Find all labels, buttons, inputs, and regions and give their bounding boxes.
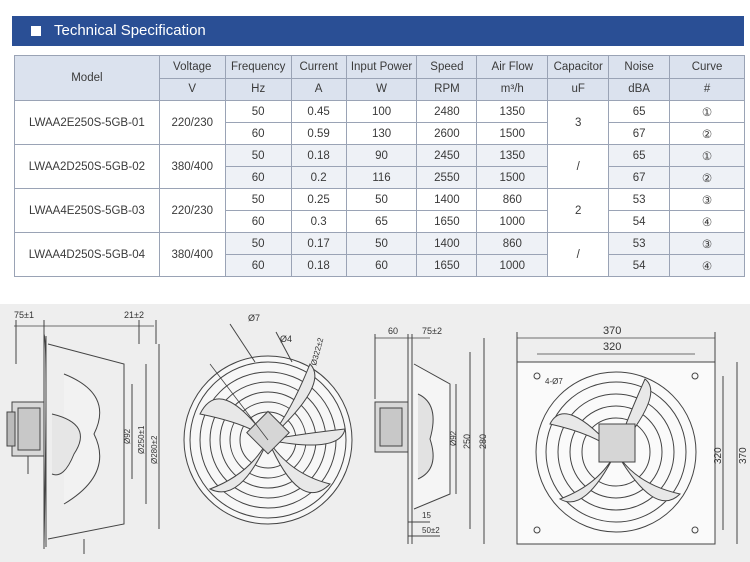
air-flow-cell: 1500 bbox=[477, 167, 548, 189]
model-cell: LWAA2E250S-5GB-01 bbox=[15, 101, 160, 145]
speed-cell: 2600 bbox=[417, 123, 477, 145]
frequency-cell: 60 bbox=[225, 167, 291, 189]
current-cell: 0.45 bbox=[291, 101, 346, 123]
frequency-cell: 50 bbox=[225, 233, 291, 255]
col-header-current: Current bbox=[291, 56, 346, 79]
section-title: Technical Specification bbox=[54, 22, 206, 39]
col-header-curve: Curve bbox=[670, 56, 745, 79]
input-power-cell: 50 bbox=[346, 189, 417, 211]
capacitor-cell: / bbox=[548, 233, 609, 277]
noise-cell: 67 bbox=[609, 123, 670, 145]
dimension-label: 75±1 bbox=[14, 310, 34, 320]
col-header-speed: Speed bbox=[417, 56, 477, 79]
voltage-cell: 380/400 bbox=[159, 145, 225, 189]
speed-cell: 2480 bbox=[417, 101, 477, 123]
voltage-cell: 220/230 bbox=[159, 101, 225, 145]
frequency-cell: 60 bbox=[225, 211, 291, 233]
dimension-label: 60 bbox=[388, 326, 399, 336]
col-header-input-power: Input Power bbox=[346, 56, 417, 79]
curve-cell: ② bbox=[670, 123, 745, 145]
table-row bbox=[15, 189, 745, 211]
air-flow-cell: 1350 bbox=[477, 145, 548, 167]
dimension-label: 15 bbox=[422, 511, 431, 520]
speed-cell: 1650 bbox=[417, 211, 477, 233]
air-flow-cell: 1000 bbox=[477, 255, 548, 277]
input-power-cell: 130 bbox=[346, 123, 417, 145]
unit-frequency: Hz bbox=[225, 78, 291, 101]
frequency-cell: 60 bbox=[225, 255, 291, 277]
dimension-label: Ø92 bbox=[123, 428, 132, 444]
table-row bbox=[15, 233, 745, 255]
dimension-label: 320 bbox=[713, 447, 724, 464]
current-cell: 0.18 bbox=[291, 145, 346, 167]
noise-cell: 67 bbox=[609, 167, 670, 189]
col-header-noise: Noise bbox=[609, 56, 670, 79]
col-header-capacitor: Capacitor bbox=[548, 56, 609, 79]
frequency-cell: 50 bbox=[225, 101, 291, 123]
spec-table bbox=[14, 55, 745, 277]
curve-cell: ③ bbox=[670, 233, 745, 255]
model-cell: LWAA4E250S-5GB-03 bbox=[15, 189, 160, 233]
input-power-cell: 116 bbox=[346, 167, 417, 189]
col-header-model: Model bbox=[15, 56, 160, 101]
current-cell: 0.59 bbox=[291, 123, 346, 145]
noise-cell: 53 bbox=[609, 233, 670, 255]
input-power-cell: 90 bbox=[346, 145, 417, 167]
dimension-label: 50±2 bbox=[422, 526, 440, 535]
technical-drawings bbox=[0, 304, 750, 562]
table-row bbox=[15, 101, 745, 123]
unit-input-power: W bbox=[346, 78, 417, 101]
curve-cell: ④ bbox=[670, 255, 745, 277]
speed-cell: 1650 bbox=[417, 255, 477, 277]
air-flow-cell: 1350 bbox=[477, 101, 548, 123]
table-row bbox=[15, 145, 745, 167]
dimension-label: Ø322±2 bbox=[309, 336, 326, 367]
dimension-label: 370 bbox=[738, 447, 749, 464]
col-header-frequency: Frequency bbox=[225, 56, 291, 79]
dimension-label: Ø4 bbox=[280, 334, 293, 344]
curve-cell: ② bbox=[670, 167, 745, 189]
square-bullet-icon bbox=[31, 26, 41, 36]
curve-cell: ③ bbox=[670, 189, 745, 211]
dimension-label: Ø280±2 bbox=[150, 435, 159, 464]
voltage-cell: 220/230 bbox=[159, 189, 225, 233]
noise-cell: 53 bbox=[609, 189, 670, 211]
header-row bbox=[15, 56, 745, 79]
voltage-cell: 380/400 bbox=[159, 233, 225, 277]
plate-fan-front-view-drawing bbox=[505, 304, 750, 562]
speed-cell: 1400 bbox=[417, 233, 477, 255]
noise-cell: 65 bbox=[609, 101, 670, 123]
unit-curve: # bbox=[670, 78, 745, 101]
input-power-cell: 65 bbox=[346, 211, 417, 233]
noise-cell: 54 bbox=[609, 211, 670, 233]
air-flow-cell: 1000 bbox=[477, 211, 548, 233]
air-flow-cell: 860 bbox=[477, 233, 548, 255]
capacitor-cell: 3 bbox=[548, 101, 609, 145]
current-cell: 0.3 bbox=[291, 211, 346, 233]
curve-cell: ④ bbox=[670, 211, 745, 233]
unit-current: A bbox=[291, 78, 346, 101]
noise-cell: 54 bbox=[609, 255, 670, 277]
unit-capacitor: uF bbox=[548, 78, 609, 101]
unit-voltage: V bbox=[159, 78, 225, 101]
current-cell: 0.17 bbox=[291, 233, 346, 255]
capacitor-cell: 2 bbox=[548, 189, 609, 233]
air-flow-cell: 860 bbox=[477, 189, 548, 211]
dimension-label: 320 bbox=[603, 341, 622, 353]
speed-cell: 2550 bbox=[417, 167, 477, 189]
frequency-cell: 50 bbox=[225, 189, 291, 211]
unit-noise: dBA bbox=[609, 78, 670, 101]
model-cell: LWAA2D250S-5GB-02 bbox=[15, 145, 160, 189]
col-header-voltage: Voltage bbox=[159, 56, 225, 79]
speed-cell: 2450 bbox=[417, 145, 477, 167]
dimension-label: Ø92 bbox=[449, 430, 458, 446]
dimension-label: 21±2 bbox=[124, 310, 144, 320]
input-power-cell: 50 bbox=[346, 233, 417, 255]
input-power-cell: 100 bbox=[346, 101, 417, 123]
unit-air-flow: m³/h bbox=[477, 78, 548, 101]
dimension-label: Ø7 bbox=[248, 313, 261, 323]
curve-cell: ① bbox=[670, 145, 745, 167]
current-cell: 0.2 bbox=[291, 167, 346, 189]
dimension-label: 370 bbox=[603, 325, 622, 337]
plate-fan-side-view-drawing bbox=[360, 304, 500, 562]
curve-cell: ① bbox=[670, 101, 745, 123]
dimension-label: Ø250±1 bbox=[137, 425, 146, 454]
model-cell: LWAA4D250S-5GB-04 bbox=[15, 233, 160, 277]
fan-side-view-drawing bbox=[4, 304, 174, 562]
noise-cell: 65 bbox=[609, 145, 670, 167]
section-header bbox=[12, 16, 744, 46]
unit-speed: RPM bbox=[417, 78, 477, 101]
frequency-cell: 50 bbox=[225, 145, 291, 167]
input-power-cell: 60 bbox=[346, 255, 417, 277]
speed-cell: 1400 bbox=[417, 189, 477, 211]
dimension-label: 4-Ø7 bbox=[545, 377, 563, 386]
frequency-cell: 60 bbox=[225, 123, 291, 145]
current-cell: 0.18 bbox=[291, 255, 346, 277]
current-cell: 0.25 bbox=[291, 189, 346, 211]
fan-front-view-drawing bbox=[180, 304, 355, 562]
air-flow-cell: 1500 bbox=[477, 123, 548, 145]
dimension-label: 75±2 bbox=[422, 326, 442, 336]
capacitor-cell: / bbox=[548, 145, 609, 189]
dimension-label: 250 bbox=[462, 433, 472, 449]
dimension-label: 280 bbox=[478, 433, 488, 449]
col-header-air-flow: Air Flow bbox=[477, 56, 548, 79]
